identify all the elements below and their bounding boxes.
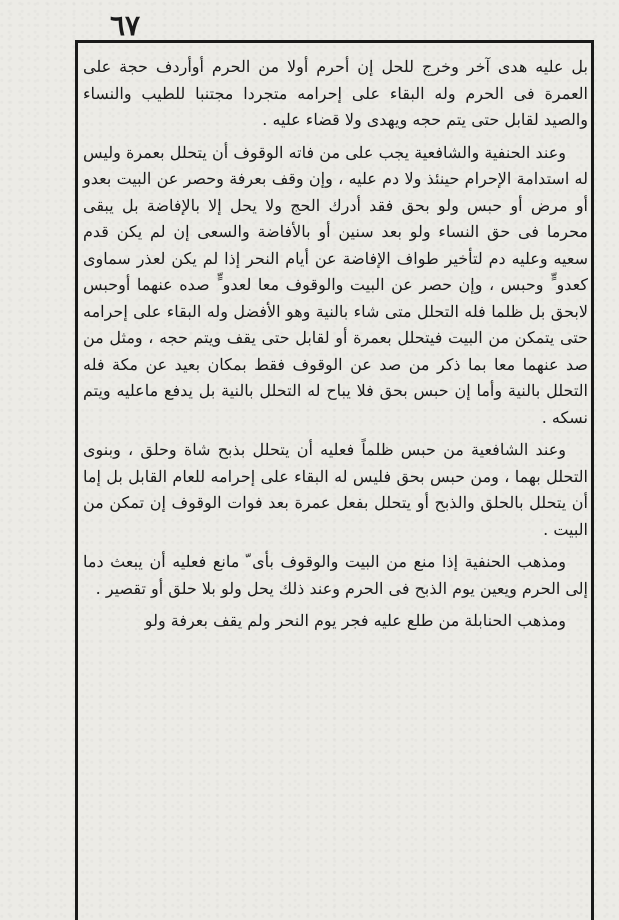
paragraph-5: ومذهب الحنابلة من طلع عليه فجر يوم النحر ولم يقف بعرفة ولو: [144, 611, 566, 630]
paragraph-3: وعند الشافعية من حبس ظلماً فعليه أن يتحلل بذبح شاة وحلق ، وبنوى التحلل بهما ، ومن حبس بحق فليس له البقاء على إحرامه للعام القابل بل إما أن يتحلل بالحلق والذبح أو يتحلل بفعل عمرة بعد فوات الوقوف إن تمكن من البيت .: [83, 440, 589, 539]
paragraph-1: بل عليه هدى آخر وخرج للحل إن أحرم أولا من الحرم أوأردف حجة على العمرة فى الحرم وله البقاء على إحرامه متجردا مجتنبا للطيب والنساء والصيد لقابل حتى يتم حجه ويهدى ولا قضاء عليه .: [83, 57, 588, 129]
paragraph-4: ومذهب الحنفية إذا منع من البيت والوقوف بأى ّ مانع فعليه أن يبعث دما إلى الحرم ويعين يوم الذبح فى الحرم وعند ذلك يحل ولو بلا حلق أو تقصير .: [83, 552, 588, 598]
paragraph-2: وعند الحنفية والشافعية يجب على من فاته الوقوف أن يتحلل بعمرة وليس له استدامة الإحرام حينئذ ولا دم عليه ، وإن وقف بعرفة وحصر عن البيت بعدو أو مرض أو حبس ولو بحق فقد أدرك الحج ولا يحل إلا بالإفاضة بل يبقى محرما فى حق النساء ولو بعد سنين أو بالأفاضة والسعى إن لم يكن قدم سعيه وعليه دم لتأخير طواف الإفاضة عن أيام النحر إذا لم يكن لعذر سماوى كعدو ٍّ وحبس ، وإن حصر عن البيت والوقوف معا لعدو ٍّ صده عنهما أوحبس لابحق بل ظلما فله التحلل متى شاء بالنية وهو الأفضل وله البقاء على إحرامه حتى يتمكن من البيت فيتحلل بعمرة أو لقابل حتى يقف ويتم حجه ، ومثل من صد عنهما معا بما ذكر من صد عن الوقوف فقط بمكان بعيد عن مكة فله التحلل بالنية وأما إن حبس بحق فلا يباح له التحلل بالنية بل يدفع ماعليه ويتم نسكه .: [83, 142, 589, 427]
page-text: [83, 54, 588, 635]
page-number: ٦٧: [110, 9, 141, 42]
